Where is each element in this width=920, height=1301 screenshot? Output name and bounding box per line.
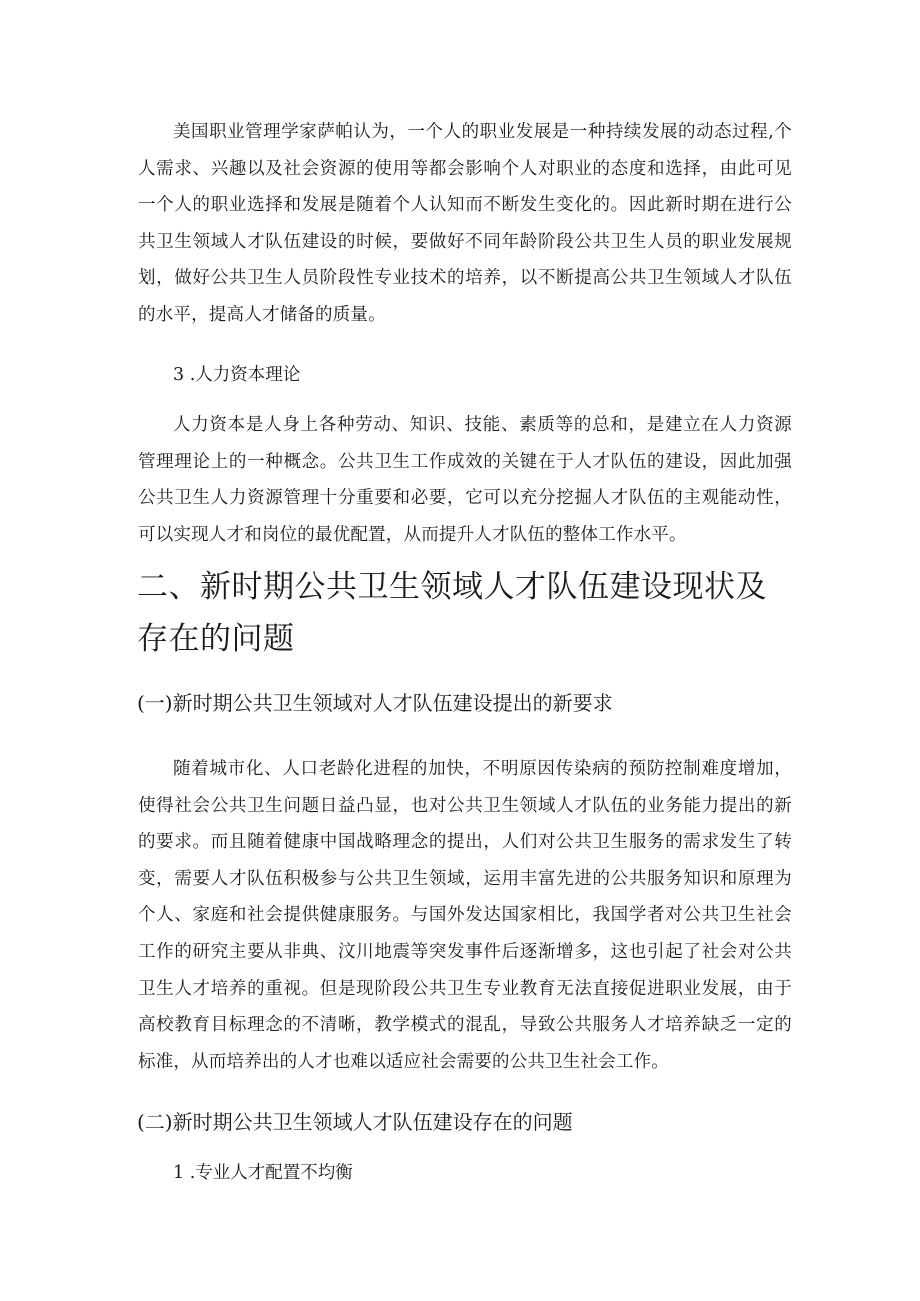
paragraph-human-capital: 人力资本是人身上各种劳动、知识、技能、素质等的总和，是建立在人力资源管理理论上的一种概念。公共卫生工作成效的关键在于人才队伍的建设，因此加强公共卫生人力资源管理十分重要和必要，它可以充分挖掘人才队伍的主观能动性，可以实现人才和岗位的最优配置，从而提升人才队伍的整体工作水平。 [138,415,792,545]
paragraph-new-requirements: 随着城市化、人口老龄化进程的加快，不明原因传染病的预防控制难度增加，使得社会公共卫生问题日益凸显，也对公共卫生领域人才队伍的业务能力提出的新的要求。而且随着健康中国战略理念的提出，人们对公共卫生服务的需求发生了转变，需要人才队伍积极参与公共卫生领域，运用丰富先进的公共服务知识和原理为个人、家庭和社会提供健康服务。与国外发达国家相比，我国学者对公共卫生社会工作的研究主要从非典、汶川地震等突发事件后逐渐增多，这也引起了社会对公共卫生人才培养的重视。但是现阶段公共卫生专业教育无法直接促进职业发展，由于高校教育目标理念的不清晰，教学模式的混乱，导致公共服务人才培养缺乏一定的标准，从而培养出的人才也难以适应社会需要的公共卫生社会工作。 [138,759,792,1072]
subheading-uneven-allocation: 1 .专业人才配置不均衡 [173,1163,353,1183]
paragraph-career-development: 美国职业管理学家萨帕认为，一个人的职业发展是一种持续发展的动态过程,个人需求、兴趣以及社会资源的使用等都会影响个人对职业的态度和选择，由此可见一个人的职业选择和发展是随着个人认知而不断发生变化的。因此新时期在进行公共卫生领域人才队伍建设的时候，要做好不同年龄阶段公共卫生人员的职业发展规划，做好公共卫生人员阶段性专业技术的培养，以不断提高公共卫生领域人才队伍的水平，提高人才储备的质量。 [138,122,792,325]
section-heading-2: 二、新时期公共卫生领域人才队伍建设现状及存在的问题 [137,569,767,657]
heading-new-requirements: (一)新时期公共卫生领域对人才队伍建设提出的新要求 [137,691,613,715]
subheading-human-capital-theory: 3 .人力资本理论 [173,365,301,385]
heading-existing-problems: (二)新时期公共卫生领域人才队伍建设存在的问题 [137,1110,573,1134]
